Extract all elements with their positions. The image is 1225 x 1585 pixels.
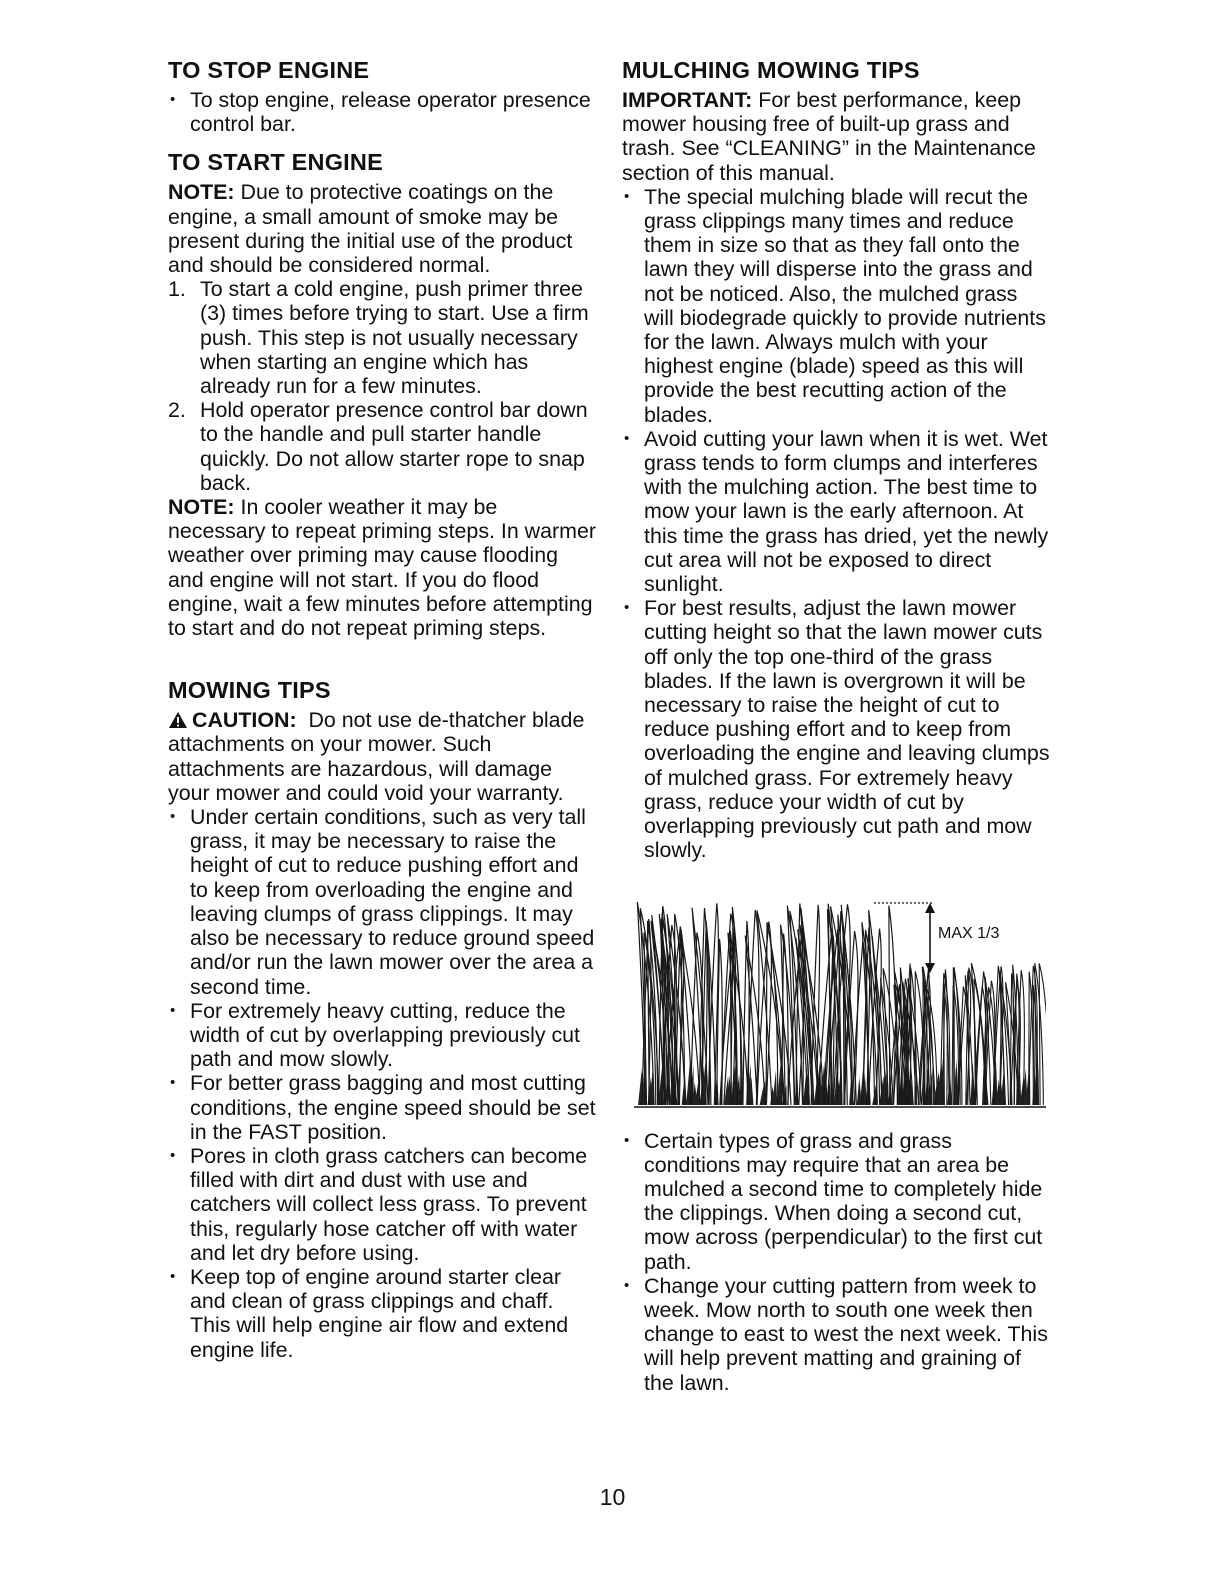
stop-engine-heading: TO STOP ENGINE <box>168 57 370 83</box>
arrow-up-icon <box>925 903 935 913</box>
list-item: • For best results, adjust the lawn mower cutting height so that the lawn mower cuts off only the top one-third of the grass blades. If the lawn is overgrown it will be necessary to raise the height of cut to reduce pushing effort and to keep from overloading the engine and leaving clumps of mulched grass. For extremely heavy grass, reduce your width of cut by overlapping previously cut path and mow slowly. <box>622 596 1052 862</box>
cooler-weather-note <box>168 495 596 640</box>
step-number: 2. <box>168 398 186 423</box>
important-paragraph <box>622 88 1052 185</box>
list-item: • For extremely heavy cutting, reduce the width of cut by overlapping previously cut path and mow slowly. <box>168 999 596 1072</box>
caution-text: Do not use de-thatcher blade attachments on your mower. Such attachments are hazardous, will damage your mower and could void your warranty. <box>168 708 585 805</box>
list-item: • Pores in cloth grass catchers can become filled with dirt and dust with use and catchers will collect less grass. To prevent this, regularly hose catcher off with water and let dry before using. <box>168 1144 596 1265</box>
arrow-down-icon <box>925 963 935 973</box>
start-note <box>168 180 596 277</box>
stop-engine-list <box>168 88 596 136</box>
mowing-tips-list <box>168 805 596 1362</box>
mowing-tips-heading: MOWING TIPS <box>168 677 331 704</box>
mulching-tips-heading: MULCHING MOWING TIPS <box>622 57 920 83</box>
step-text: To start a cold engine, push primer three (3) times before trying to start. Use a firm push. This step is not usually necessary when starting an engine which has already run for a few minutes. <box>200 277 589 399</box>
list-item: • Under certain conditions, such as very tall grass, it may be necessary to raise the height of cut to reduce pushing effort and to keep from overloading the engine and leaving clumps of grass clippings. It may also be necessary to reduce ground speed and/or run the lawn mower over the area a second time. <box>168 805 596 999</box>
grass-blade <box>743 921 749 1105</box>
list-item: • For better grass bagging and most cutting conditions, the engine speed should be set in the FAST position. <box>168 1071 596 1144</box>
list-item: • Change your cutting pattern from week to week. Mow north to south one week then change to east to west the next week. This will help prevent matting and graining of the lawn. <box>622 1274 1052 1395</box>
caution-label: CAUTION: <box>192 708 297 733</box>
list-item: • The special mulching blade will recut the grass clippings many times and reduce them in size so that as they fall onto the lawn they will disperse into the grass and not be noticed. Also, the mulched grass will biodegrade quickly to provide nutrients for the lawn. Always mulch with your highest engine (blade) speed as this will provide the best recutting action of the blades. <box>622 185 1052 427</box>
important-text: For best performance, keep mower housing free of built-up grass and trash. See “CLEANING” in the Maintenance section of this manual. <box>622 88 1036 185</box>
mulching-tips-list <box>622 185 1052 863</box>
grass-blade <box>772 1070 777 1105</box>
grass-height-illustration <box>634 893 1046 1113</box>
mulching-tips-list-2 <box>622 1129 1052 1395</box>
warning-icon <box>168 711 188 729</box>
list-item: • Certain types of grass and grass conditions may require that an area be mulched a second time to completely hide the clippings. When doing a second cut, mow across (perpendicular) to the first cut path. <box>622 1129 1052 1274</box>
important-label: IMPORTANT: <box>622 88 753 112</box>
note-text: In cooler weather it may be necessary to repeat priming steps. In warmer weather over priming may cause flooding and engine will not start. If you do flood engine, wait a few minutes before attempting to start and do not repeat priming steps. <box>168 495 596 641</box>
list-item <box>168 398 596 495</box>
note-label: NOTE: <box>168 180 235 205</box>
step-number: 1. <box>168 277 186 302</box>
list-item <box>168 277 596 398</box>
right-column <box>622 56 1052 1395</box>
note-text: Due to protective coatings on the engine, a small amount of smoke may be present during the initial use of the product and should be considered normal. <box>168 180 573 278</box>
list-item: • To stop engine, release operator presence control bar. <box>168 88 596 136</box>
left-column <box>168 56 596 1362</box>
caution-paragraph <box>168 708 596 805</box>
start-steps <box>168 277 596 495</box>
list-item: • Avoid cutting your lawn when it is wet. Wet grass tends to form clumps and interferes with the mulching action. The best time to mow your lawn is the early afternoon. At this time the grass has dried, yet the newly cut area will not be exposed to direct sunlight. <box>622 427 1052 596</box>
page-number: 10 <box>599 1484 626 1510</box>
start-engine-heading: TO START ENGINE <box>168 149 383 176</box>
step-text: Hold operator presence control bar down to the handle and pull starter handle quickly. Do not allow starter rope to snap back. <box>200 398 588 495</box>
grass-blade <box>935 1071 940 1105</box>
note-label: NOTE: <box>168 495 235 520</box>
max-cut-label: MAX 1/3 <box>938 924 1000 942</box>
grass-blade <box>757 921 771 1104</box>
list-item: • Keep top of engine around starter clear and clean of grass clippings and chaff. This will help engine air flow and extend engine life. <box>168 1265 596 1362</box>
